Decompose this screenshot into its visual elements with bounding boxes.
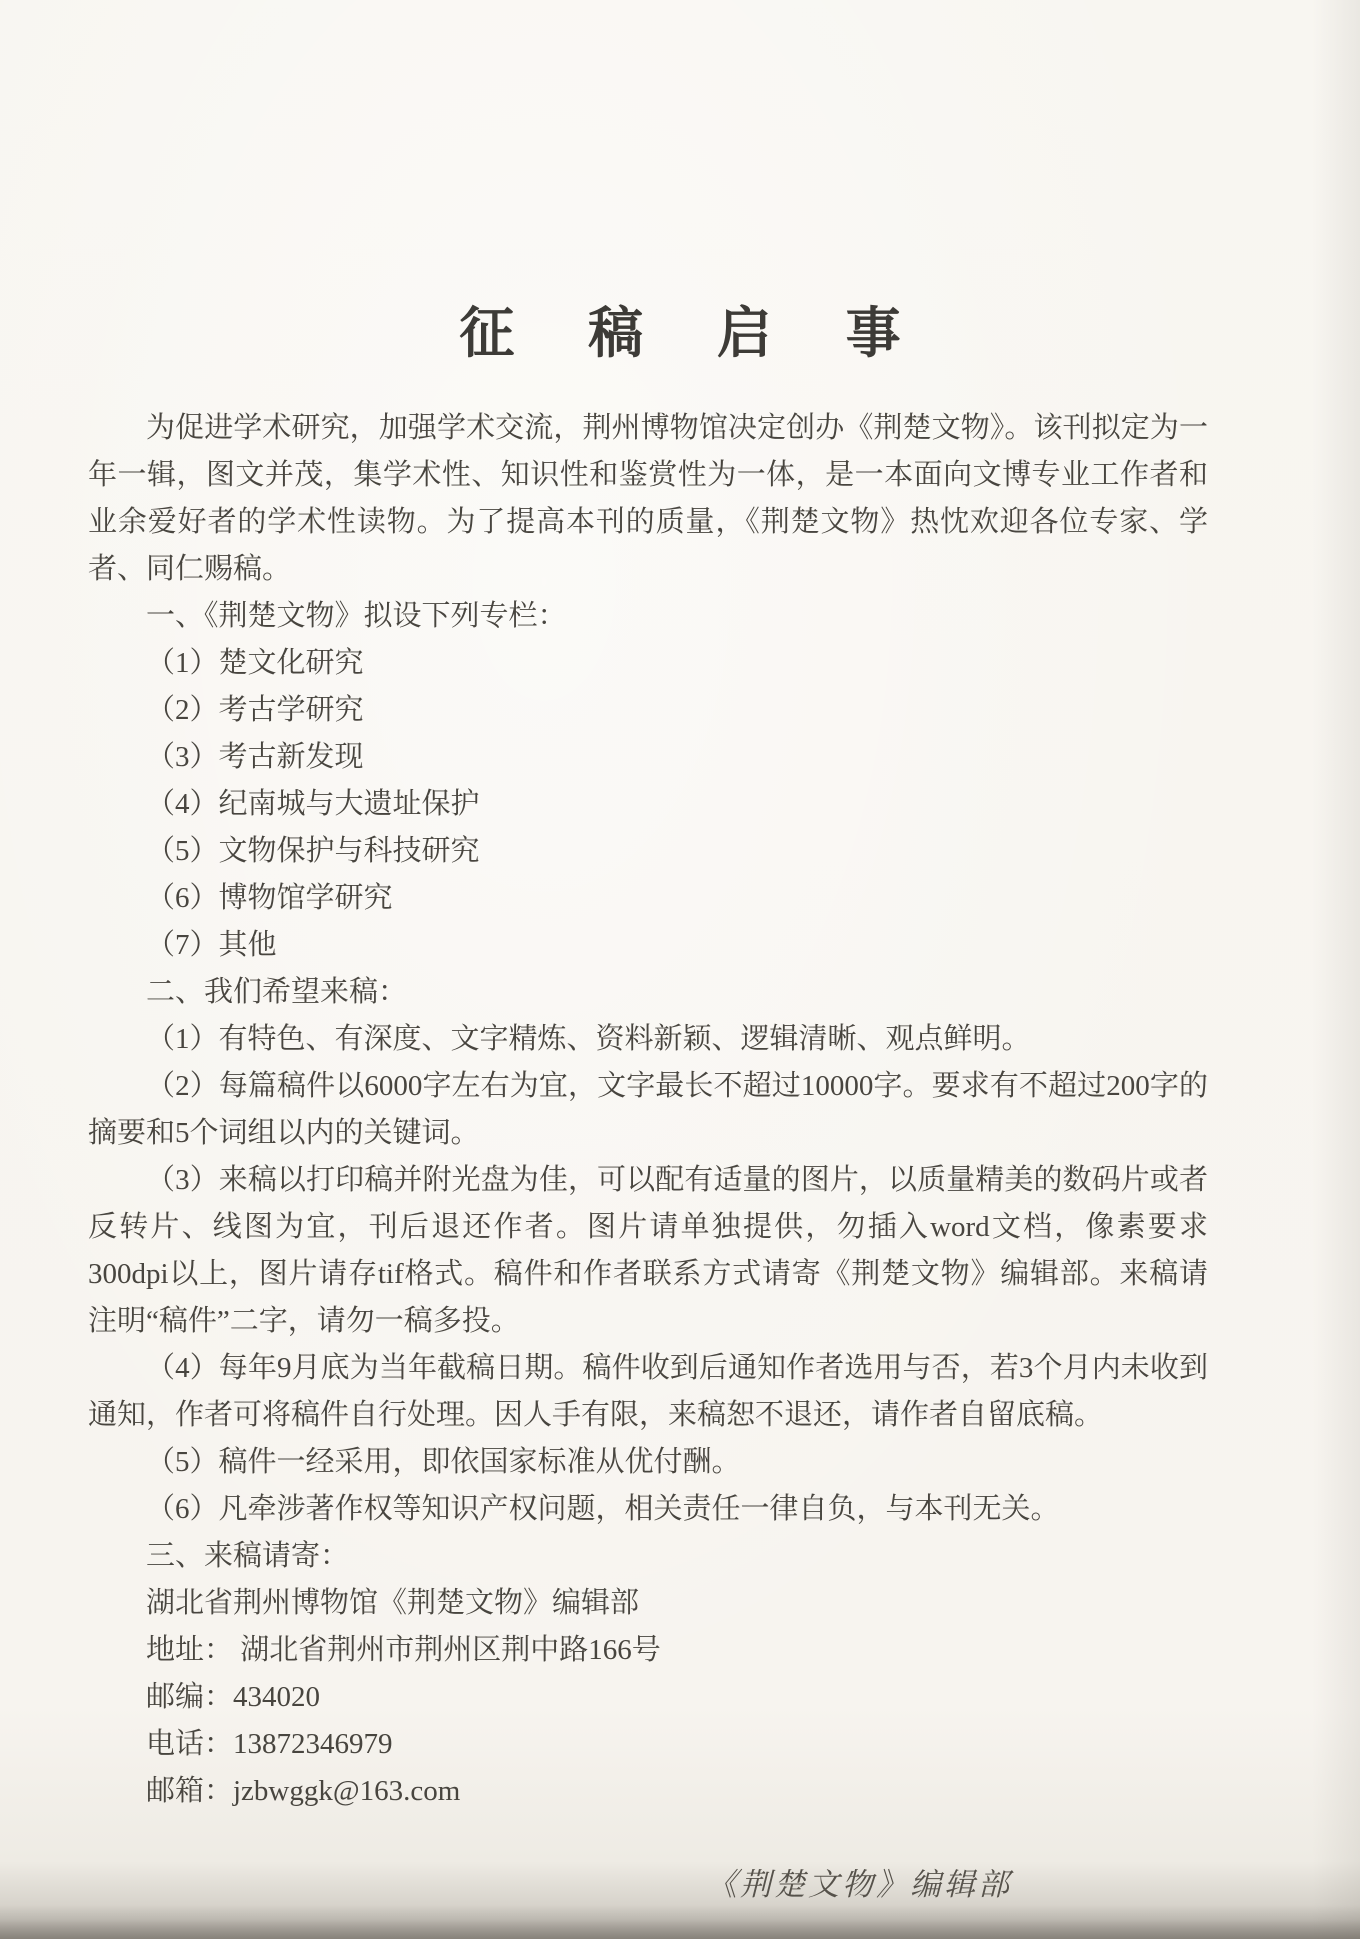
scan-shadow-bottom — [0, 1905, 1360, 1939]
address-line-editorial-office: 湖北省荆州博物馆《荆楚文物》编辑部 — [146, 1586, 640, 1619]
column-item-5: （5）文物保护与科技研究 — [146, 834, 480, 867]
address-line-postcode: 邮编：434020 — [146, 1680, 321, 1713]
section-address-heading: 三、来稿请寄： — [146, 1539, 350, 1572]
requirement-item-4: （4）每年9月底为当年截稿日期。稿件收到后通知作者选用与否，若3个月内未收到通知，作者可将稿件自行处理。因人手有限，来稿恕不退还，请作者自留底稿。 — [88, 1351, 1208, 1431]
column-item-7: （7）其他 — [146, 928, 277, 961]
column-item-6: （6）博物馆学研究 — [146, 881, 393, 914]
requirement-item-3: （3）来稿以打印稿并附光盘为佳，可以配有适量的图片，以质量精美的数码片或者反转片、线图为宜，刊后退还作者。图片请单独提供，勿插入word文档，像素要求300dpi以上，图片请存tif格式。稿件和作者联系方式请寄《荆楚文物》编辑部。来稿请注明“稿件”二字，请勿一稿多投。 — [88, 1163, 1208, 1337]
requirement-item-1: （1）有特色、有深度、文字精炼、资料新颖、逻辑清晰、观点鲜明。 — [146, 1022, 1031, 1055]
requirement-item-6: （6）凡牵涉著作权等知识产权问题，相关责任一律自负，与本刊无关。 — [146, 1492, 1060, 1525]
column-item-1: （1）楚文化研究 — [146, 646, 364, 679]
address-line-street: 地址： 湖北省荆州市荆州区荆中路166号 — [146, 1633, 661, 1666]
document-body — [0, 405, 1360, 1908]
requirement-item-2: （2）每篇稿件以6000字左右为宜，文字最长不超过10000字。要求有不超过200字的摘要和5个词组以内的关键词。 — [88, 1069, 1208, 1149]
column-item-4: （4）纪南城与大遗址保护 — [146, 787, 480, 820]
address-line-phone: 电话：13872346979 — [146, 1727, 393, 1760]
intro-paragraph: 为促进学术研究，加强学术交流，荆州博物馆决定创办《荆楚文物》。该刊拟定为一年一辑，图文并茂，集学术性、知识性和鉴赏性为一体，是一本面向文博专业工作者和业余爱好者的学术性读物。为了提高本刊的质量，《荆楚文物》热忱欢迎各位专家、学者、同仁赐稿。 — [88, 411, 1208, 585]
address-line-email: 邮箱：jzbwggk@163.com — [146, 1774, 461, 1807]
footer-signature: 《荆楚文物》编辑部 — [706, 1866, 1012, 1902]
section-requirements-heading: 二、我们希望来稿： — [146, 975, 408, 1008]
column-item-2: （2）考古学研究 — [146, 693, 364, 726]
section-columns-heading: 一、《荆楚文物》拟设下列专栏： — [146, 599, 567, 632]
column-item-3: （3）考古新发现 — [146, 740, 364, 773]
requirement-item-5: （5）稿件一经采用，即依国家标准从优付酬。 — [146, 1445, 741, 1478]
page-title: 征 稿 启 事 — [459, 302, 931, 364]
